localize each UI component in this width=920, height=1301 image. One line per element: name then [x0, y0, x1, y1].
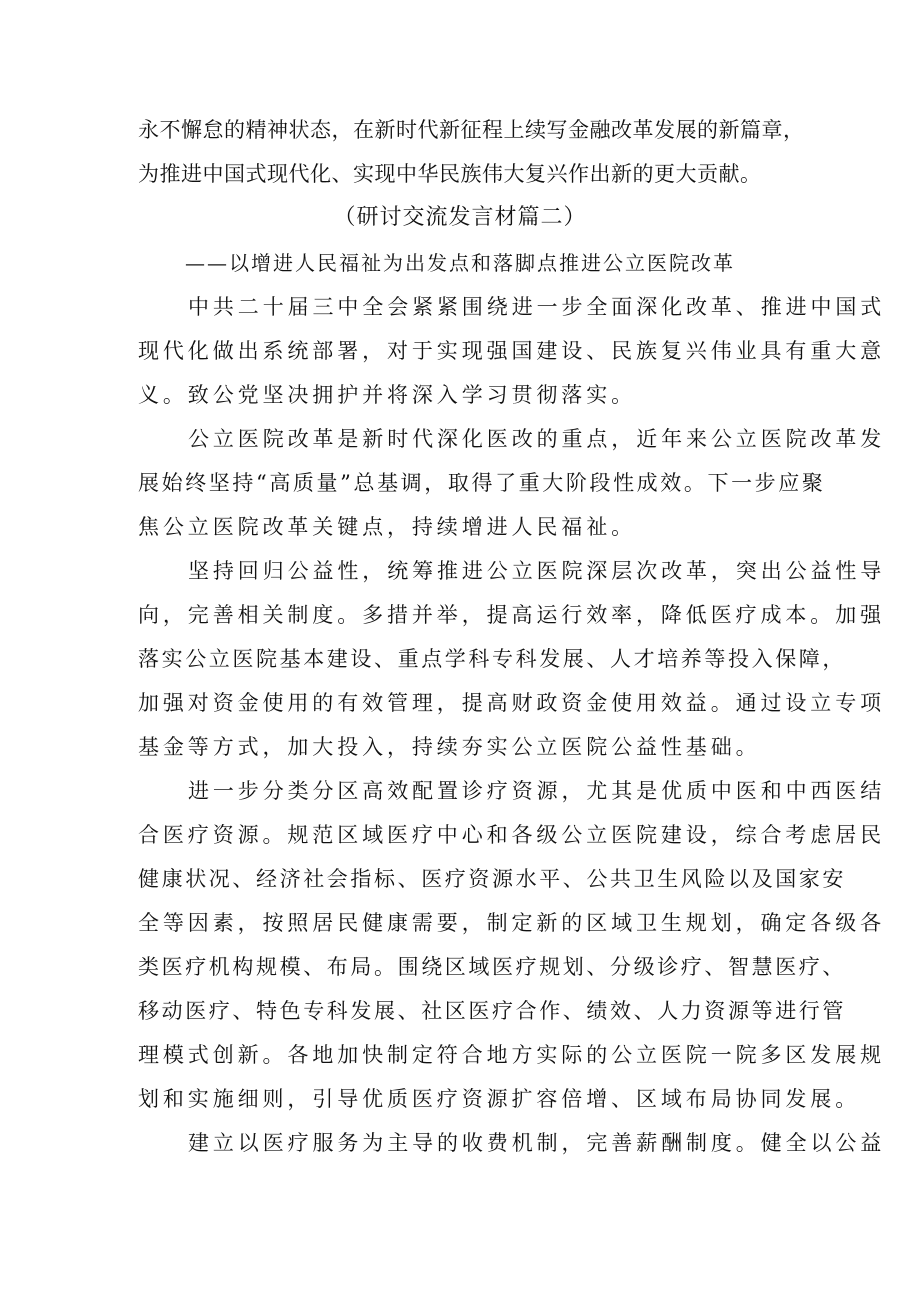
paragraph-line: 公立医院改革是新时代深化医改的重点，近年来公立医院改革发 [188, 427, 886, 451]
paragraph-line: 理模式创新。各地加快制定符合地方实际的公立医院一院多区发展规 [138, 1043, 885, 1067]
paragraph-line: 加强对资金使用的有效管理，提高财政资金使用效益。通过设立专项 [138, 691, 885, 715]
paragraph-line: 基金等方式，加大投入，持续夯实公立医院公益性基础。 [138, 735, 761, 759]
paragraph-line: 坚持回归公益性，统筹推进公立医院深层次改革，突出公益性导 [188, 559, 886, 583]
section-heading: （研讨交流发言材篇二） [333, 205, 587, 230]
intro-line: 永不懈怠的精神状态，在新时代新征程上续写金融改革发展的新篇章， [138, 118, 805, 142]
paragraph-line: 现代化做出系统部署，对于实现强国建设、民族复兴伟业具有重大意 [138, 339, 885, 363]
paragraph-line: 划和实施细则，引导优质医疗资源扩容倍增、区域布局协同发展。 [138, 1087, 861, 1111]
paragraph-line: 合医疗资源。规范区域医疗中心和各级公立医院建设，综合考虑居民 [138, 823, 885, 847]
paragraph-line: 健康状况、经济社会指标、医疗资源水平、公共卫生风险以及国家安 [138, 867, 846, 891]
paragraph-line: 中共二十届三中全会紧紧围绕进一步全面深化改革、推进中国式 [188, 295, 886, 319]
paragraph-line: 类医疗机构规模、布局。围绕区域医疗规划、分级诊疗、智慧医疗、 [138, 955, 846, 979]
paragraph-line: 焦公立医院改革关键点，持续增进人民福祉。 [138, 515, 636, 539]
paragraph-line: 全等因素，按照居民健康需要，制定新的区域卫生规划，确定各级各 [138, 911, 885, 935]
paragraph-line: 展始终坚持“高质量”总基调，取得了重大阶段性成效。下一步应聚 [138, 471, 826, 495]
section-subtitle: ——以增进人民福祉为出发点和落脚点推进公立医院改革 [185, 251, 735, 275]
paragraph-line: 移动医疗、特色专科发展、社区医疗合作、绩效、人力资源等进行管 [138, 999, 846, 1023]
paragraph-line: 建立以医疗服务为主导的收费机制，完善薪酬制度。健全以公益 [188, 1131, 886, 1155]
paragraph-line: 落实公立医院基本建设、重点学科专科发展、人才培养等投入保障， [138, 647, 846, 671]
paragraph-line: 向，完善相关制度。多措并举，提高运行效率，降低医疗成本。加强 [138, 603, 885, 627]
intro-line: 为推进中国式现代化、实现中华民族伟大复兴作出新的更大贡献。 [138, 162, 762, 186]
paragraph-line: 进一步分类分区高效配置诊疗资源，尤其是优质中医和中西医结 [188, 779, 886, 803]
paragraph-line: 义。致公党坚决拥护并将深入学习贯彻落实。 [138, 383, 636, 407]
